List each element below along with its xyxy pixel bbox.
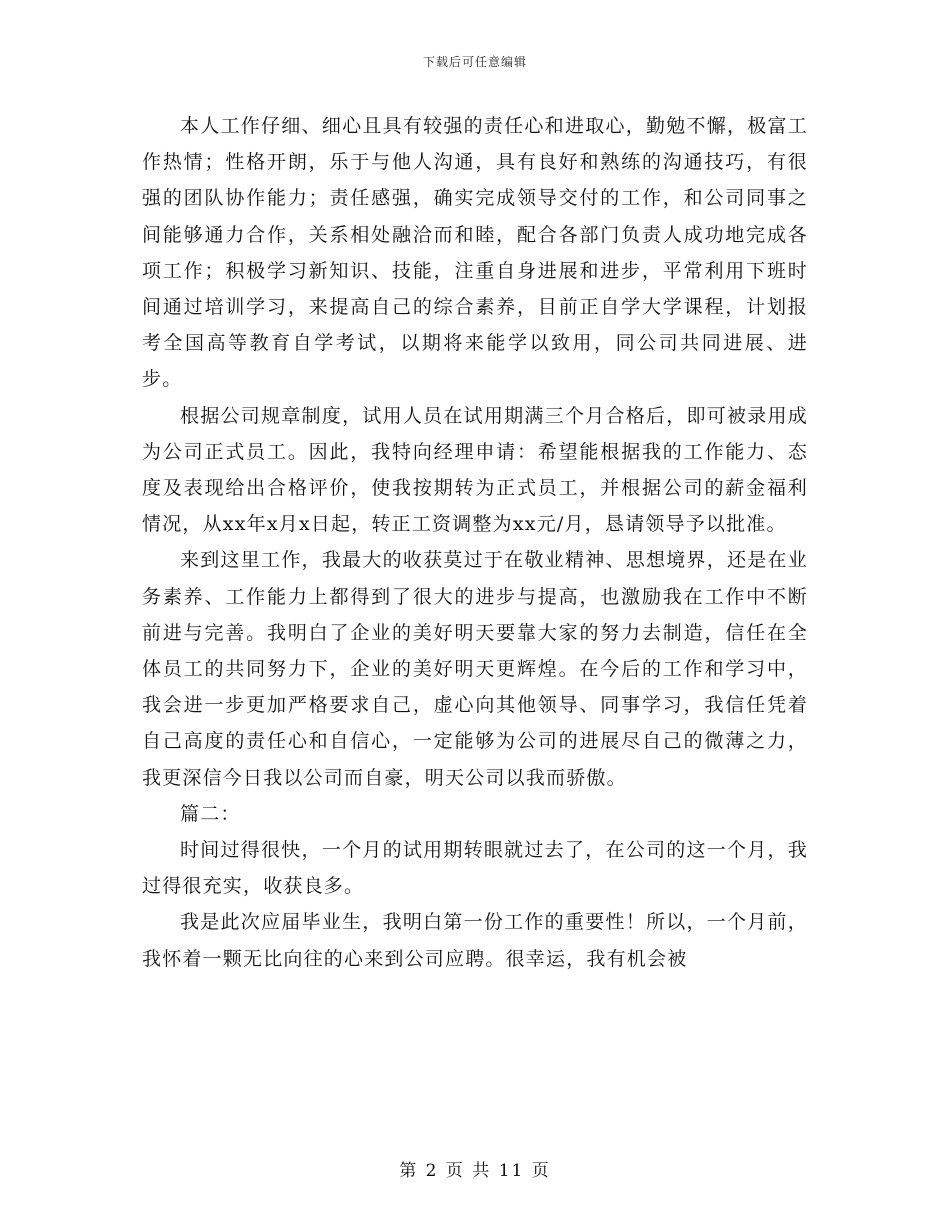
document-body	[142, 108, 808, 977]
page-number-footer: 第 2 页 共 11 页	[399, 1161, 551, 1181]
paragraph-2: 根据公司规章制度，试用人员在试用期满三个月合格后，即可被录用成为公司正式员工。因此，我特向经理申请：希望能根据我的工作能力、态度及表现给出合格评价，使我按期转为正式员工，并根据公司的薪金福利情况，从xx年x月x日起，转正工资调整为xx元/月，恳请领导予以批准。	[142, 404, 808, 536]
section-heading: 篇二：	[180, 802, 241, 825]
paragraph-1: 本人工作仔细、细心且具有较强的责任心和进取心，勤勉不懈，极富工作热情；性格开朗，乐于与他人沟通，具有良好和熟练的沟通技巧，有很强的团队协作能力；责任感强，确实完成领导交付的工作，和公司同事之间能够通力合作，关系相处融洽而和睦，配合各部门负责人成功地完成各项工作；积极学习新知识、技能，注重自身进展和进步，平常利用下班时间通过培训学习，来提高自己的综合素养，目前正自学大学课程，计划报考全国高等教育自学考试，以期将来能学以致用，同公司共同进展、进步。	[142, 115, 808, 391]
paragraph-5: 我是此次应届毕业生，我明白第一份工作的重要性！所以，一个月前，我怀着一颗无比向往的心来到公司应聘。很幸运，我有机会被	[142, 911, 808, 970]
paragraph-4: 时间过得很快，一个月的试用期转眼就过去了，在公司的这一个月，我过得很充实，收获良多。	[142, 839, 808, 898]
paragraph-3: 来到这里工作，我最大的收获莫过于在敬业精神、思想境界，还是在业务素养、工作能力上都得到了很大的进步与提高，也激励我在工作中不断前进与完善。我明白了企业的美好明天要靠大家的努力去制造，信任在全体员工的共同努力下，企业的美好明天更辉煌。在今后的工作和学习中，我会进一步更加严格要求自己，虚心向其他领导、同事学习，我信任凭着自己高度的责任心和自信心，一定能够为公司的进展尽自己的微薄之力，我更深信今日我以公司而自豪，明天公司以我而骄傲。	[142, 549, 808, 789]
page-header: 下载后可任意编辑	[422, 55, 527, 69]
